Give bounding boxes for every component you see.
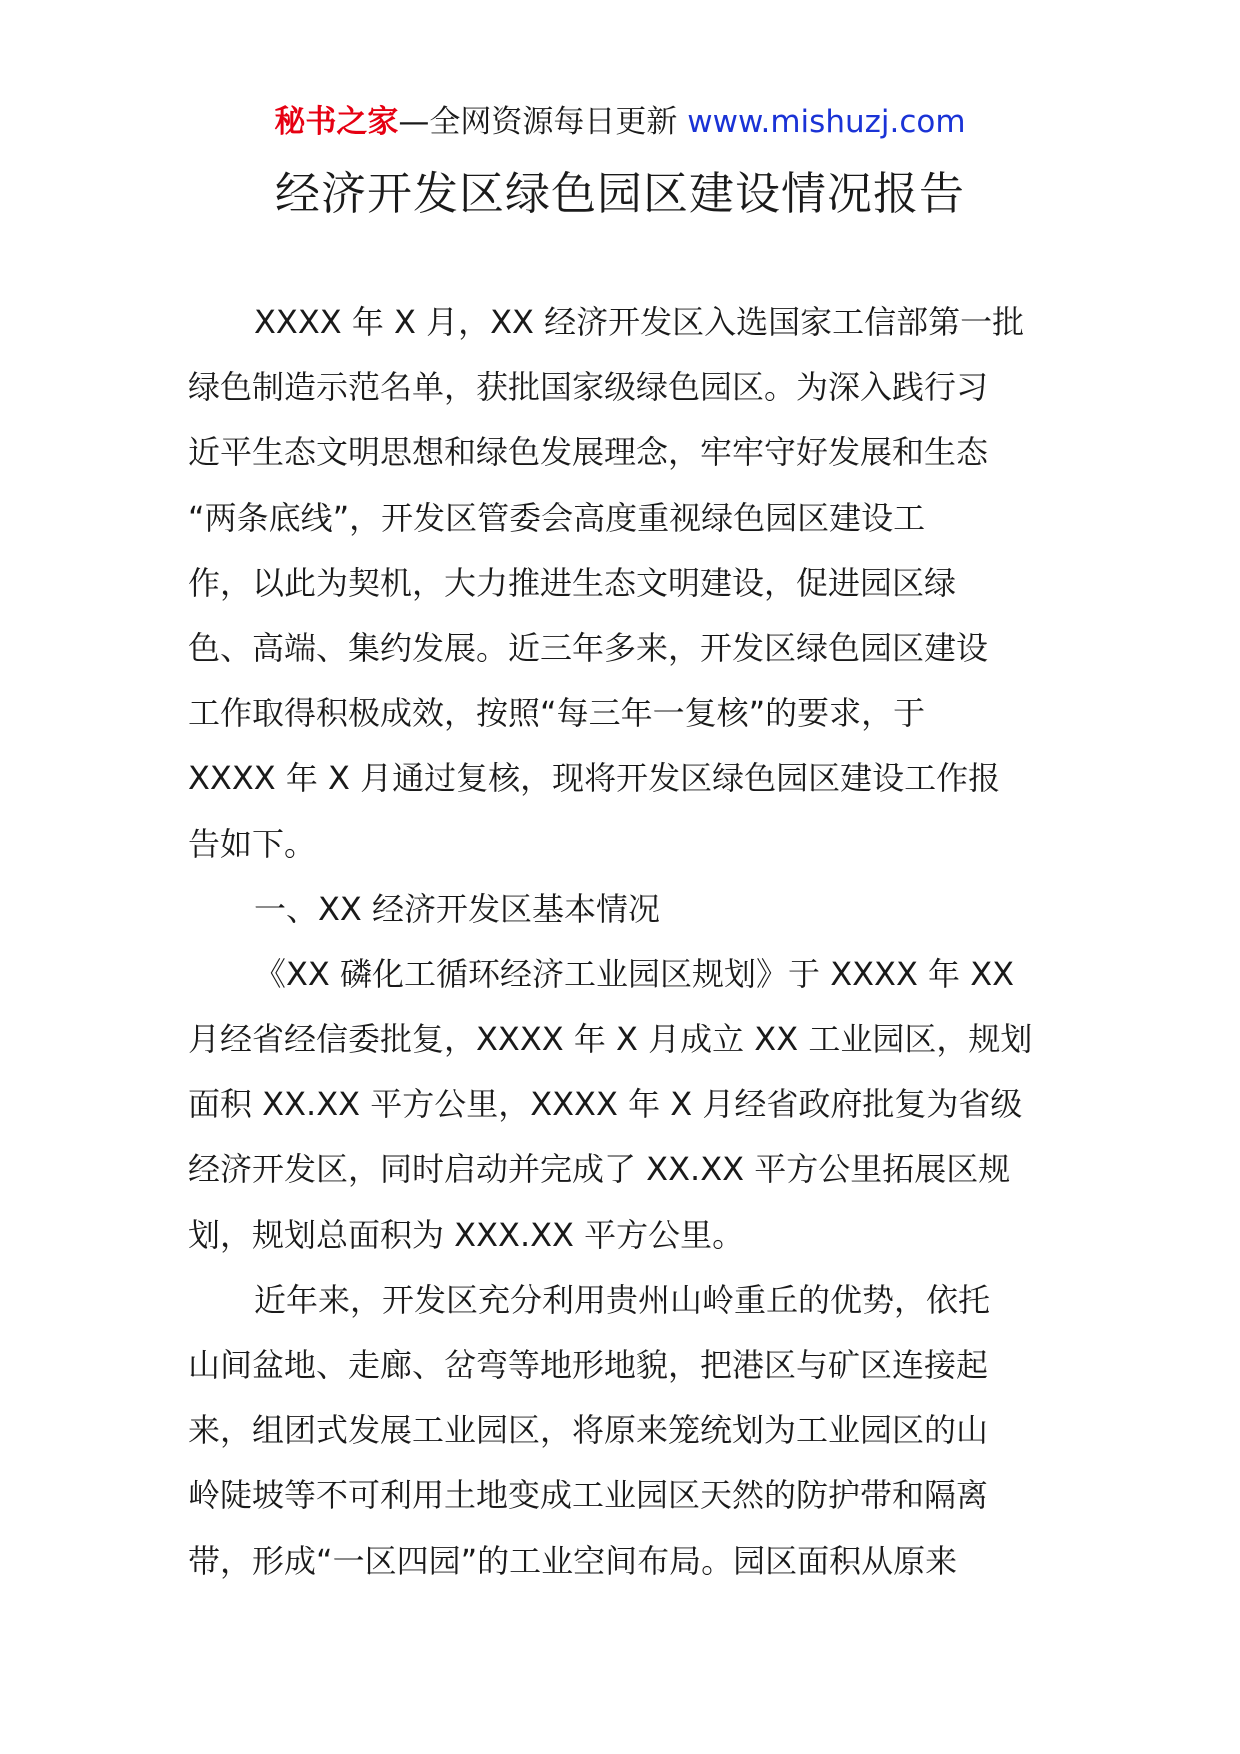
body-line: 作，以此为契机，大力推进生态文明建设，促进园区绿 (188, 563, 957, 602)
body-line: 带，形成“一区四园”的工业空间布局。园区面积从原来 (188, 1541, 958, 1580)
body-line: 工作取得积极成效，按照“每三年一复核”的要求，于 (188, 694, 926, 733)
body-line: 面积 XX.XX 平方公里，XXXX 年 X 月经省政府批复为省级 (188, 1085, 1023, 1124)
site-slogan: —全网资源每日更新 (398, 104, 688, 140)
body-line: 告如下。 (188, 824, 317, 863)
body-line: 月经省经信委批复，XXXX 年 X 月成立 XX 工业园区，规划 (188, 1020, 1033, 1059)
document-title: 经济开发区绿色园区建设情况报告 (274, 167, 965, 220)
body-line: 色、高端、集约发展。近三年多来，开发区绿色园区建设 (188, 628, 989, 667)
body-line: XXXX 年 X 月通过复核，现将开发区绿色园区建设工作报 (188, 759, 1001, 798)
site-url-link[interactable]: www.mishuzj.com (687, 104, 966, 140)
body-line: “两条底线”，开发区管委会高度重视绿色园区建设工 (188, 498, 926, 537)
body-line: 山间盆地、走廊、岔弯等地形地貌，把港区与矿区连接起 (188, 1346, 989, 1384)
body-line: 绿色制造示范名单，获批国家级绿色园区。为深入践行习 (188, 368, 989, 407)
section-heading: 一、XX 经济开发区基本情况 (254, 889, 661, 928)
body-line: 岭陡坡等不可利用土地变成工业园区天然的防护带和隔离 (188, 1476, 989, 1515)
body-line: 来，组团式发展工业园区，将原来笼统划为工业园区的山 (188, 1411, 989, 1450)
body-line: 划，规划总面积为 XXX.XX 平方公里。 (188, 1215, 745, 1254)
site-name: 秘书之家 (274, 104, 399, 140)
body-line: 近年来，开发区充分利用贵州山岭重丘的优势，依托 (254, 1280, 991, 1319)
body-line: 《XX 磷化工循环经济工业园区规划》于 XXXX 年 XX (254, 954, 1015, 993)
body-line: XXXX 年 X 月，XX 经济开发区入选国家工信部第一批 (254, 303, 1025, 341)
body-line: 近平生态文明思想和绿色发展理念，牢牢守好发展和生态 (188, 433, 989, 472)
site-banner (0, 100, 1240, 144)
body-line: 经济开发区，同时启动并完成了 XX.XX 平方公里拓展区规 (188, 1150, 1011, 1189)
document-body (188, 290, 1068, 1594)
